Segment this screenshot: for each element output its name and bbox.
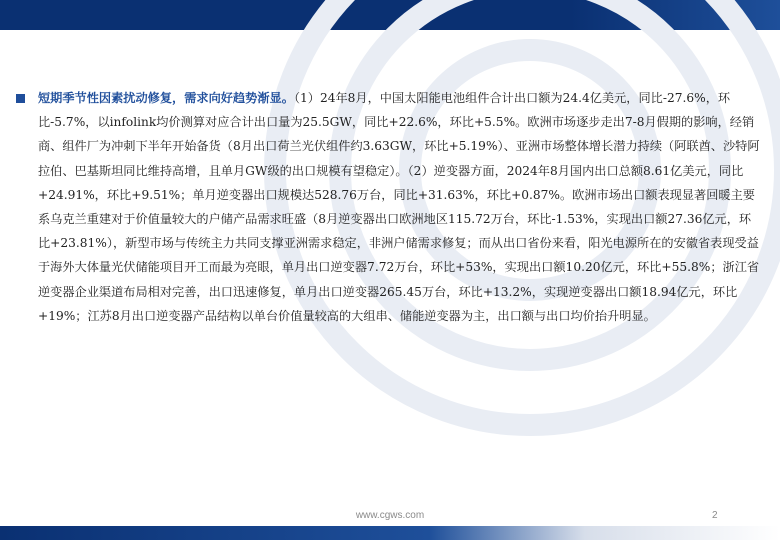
page-number: 2 [712, 510, 718, 521]
header-accent [570, 0, 780, 30]
paragraph-text: （1）24年8月，中国太阳能电池组件合计出口额为24.4亿美元，同比-27.6%，环比-5.7%，以infolink均价测算对应合计出口量为25.5GW，同比+22.6%，环比+5.5%。欧洲市场逐步走出7-8月假期的影响，经销商、组件厂为冲刺下半年开始备货（8月出口荷兰光伏组件约3.63GW，环比+5.19%）、亚洲市场整体增长潜力持续（阿联酋、沙特阿拉伯、巴基斯坦同比维持高增，且单月GW级的出口规模有望稳定）。（2）逆变器方面，2024年8月国内出口总额8.61亿美元，同比+24.91%，环比+9.51%；单月逆变器出口规模达528.76万台，同比+31.63%，环比+0.87%。欧洲市场出口额表现显著回暖主要系乌克兰重建对于价值量较大的户储产品需求旺盛（8月逆变器出口欧洲地区115.72万台，环比-1.53%，实现出口额27.36亿元，环比+23.81%），新型市场与传统主力共同支撑亚洲需求稳定，非洲户储需求修复；而从出口省份来看，阳光电源所在的安徽省表现受益于海外大体量光伏储能项目开工而最为亮眼，单月出口逆变器7.72万台，环比+53%，实现出口额10.20亿元，环比+55.8%；浙江省逆变器企业渠道布局相对完善，出口迅速修复，单月出口逆变器265.45万台，环比+13.2%，实现逆变器出口额18.94亿元，环比+19%；江苏8月出口逆变器产品结构以单台价值量较高的大组串、储能逆变器为主，出口额与出口均价抬升明显。 [38, 91, 760, 323]
footer-url: www.cgws.com [355, 510, 425, 521]
paragraph-headline: 短期季节性因素扰动修复，需求向好趋势渐显。 [38, 91, 294, 105]
square-bullet-icon [16, 94, 25, 103]
main-content [14, 86, 762, 328]
footer-band [0, 526, 780, 540]
body-paragraph [14, 86, 762, 328]
